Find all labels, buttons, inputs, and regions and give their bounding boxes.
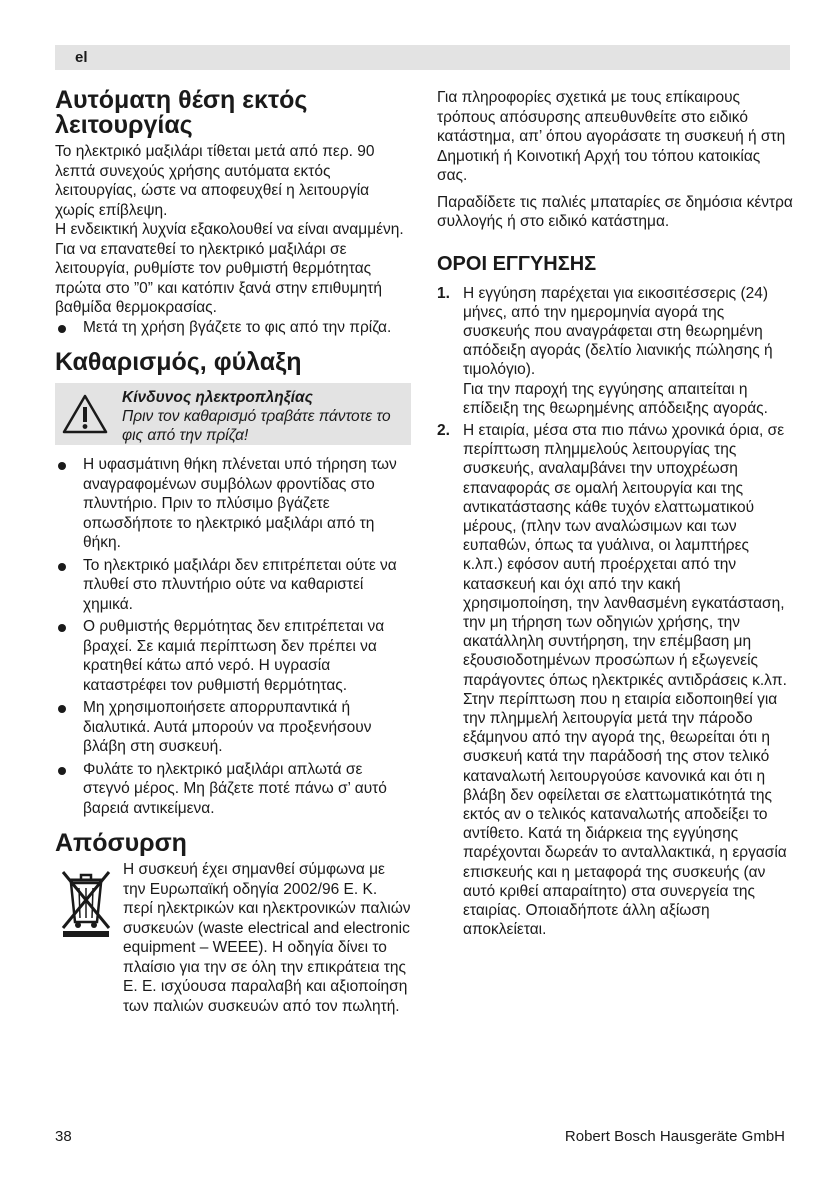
- item-text: Η εταιρία, μέσα στα πιο πάνω χρονικά όρια, σε περίπτωση πλημμελούς λειτουργίας της συσκευής, αναλαμβάνει την υποχρέωση επαναφοράς σε ομαλή λειτουργία και της αντικατάστασης κάθε τυχόν ελαττωματικού μέρους, (πλην των αναλώσιμων και των ευπαθών, όπως τα γυάλινα, οι λαμπτήρες κ.λπ.) εφόσον αυτή προέρχεται από την κατασκευή και όχι από την κακή χρησιμοποίηση, την λανθασμένη εγκατάσταση, την μη τήρηση των οδηγιών χρήσης, την ακατάλληλη συντήρηση, την επέμβαση μη εξουσιοδοτημένων προσώπων ή εξωγενείς παράγοντες όπως ηλεκτρικές αντιδράσεις κ.λπ. Στην περίπτωση που η εταιρία ειδοποιηθεί για την πλημμελή λειτουργία μετά την πάροδο εξάμηνου από την αγορά της, θεωρείται ότι η συσκευή κατά την παράδοσή της στον τελικό καταναλωτή λειτουργούσε κανονικά και ότι η βλάβη δεν οφείλεται σε ελαττωματικότητά της εκτός αν ο τελικός καταναλωτής αποδείξει το αντίθετο. Κατά τη διάρκεια της εγγύησης παρέχονται δωρεάν το ανταλλακτικά, η εργασία επισκευής και η μεταφορά της συσκευής (αν αυτό κριθεί απαραίτητο) στα συνεργεία της εταιρίας. Οποιαδήποτε άλλη αξίωση αποκλείεται.: [463, 421, 787, 939]
- footer-brand: Robert Bosch Hausgeräte GmbH: [564, 1128, 785, 1145]
- list-item: Φυλάτε το ηλεκτρικό μαξιλάρι απλωτά σε στεγνό μέρος. Μη βάζετε ποτέ πάνω σ’ αυτό βαρειά αντικείμενα.: [55, 760, 411, 819]
- auto-off-heading: Αυτόματη θέση εκτός λειτουργίας: [55, 86, 308, 139]
- auto-off-paragraph-1: Το ηλεκτρικό μαξιλάρι τίθεται μετά από περ. 90 λεπτά συνεχούς χρήσης αυτόματα εκτός λειτουργίας, ώστε να αποφευχθεί η λειτουργία χωρίς επίβλεψη.: [55, 143, 375, 219]
- disposal-continued-1: Για πληροφορίες σχετικά με τους επίκαιρους τρόπους απόσυρσης απευθυνθείτε στο ειδικό κατάστημα, απ’ όπου αγοράσατε τη συσκευή ή στη Δημοτική ή Κοινοτική Αρχή του τόπου κατοικίας σας.: [437, 89, 786, 184]
- disposal-block: [55, 860, 411, 1016]
- item-number: 2.: [437, 421, 450, 439]
- item-number: 1.: [437, 284, 450, 302]
- disposal-continued-2: Παραδίδετε τις παλιές μπαταρίες σε δημόσια κέντρα συλλογής ή στο ειδικό κατάστημα.: [437, 193, 793, 230]
- warning-text-block: [122, 388, 411, 445]
- list-item: Μετά τη χρήση βγάζετε το φις από την πρίζα.: [55, 318, 411, 338]
- language-code: el: [75, 49, 88, 66]
- auto-off-paragraph-2: Η ενδεικτική λυχνία εξακολουθεί να είναι αναμμένη. Για να επανατεθεί το ηλεκτρικό μαξιλάρι σε λειτουργία, ρυθμίστε τον ρυθμιστή θερμότητας πρώτα στο ”0” και κατόπιν ξανά στην επιθυμητή βαθμίδα θερμοκρασίας.: [55, 221, 404, 316]
- warning-title: Κίνδυνος ηλεκτροπληξίας: [122, 389, 313, 406]
- right-column: [437, 88, 793, 942]
- cleaning-bullets: [55, 455, 411, 818]
- language-bar: [55, 45, 790, 70]
- warning-box: [55, 383, 411, 445]
- warning-triangle-icon: [61, 393, 109, 435]
- list-item: Η υφασμάτινη θήκη πλένεται υπό τήρηση των αναγραφομένων συμβόλων φροντίδας στο πλυντήριο. Πριν το πλύσιμο βγάζετε οπωσδήποτε το ηλεκτρικό μαξιλάρι από τη θήκη.: [55, 455, 411, 553]
- list-item: Ο ρυθμιστής θερμότητας δεν επιτρέπεται να βραχεί. Σε καμιά περίπτωση δεν πρέπει να κρατηθεί κάτω από νερό. Η υγρασία καταστρέφει τον ρυθμιστή θερμότητας.: [55, 617, 411, 695]
- disposal-heading: Απόσυρση: [55, 829, 187, 857]
- disposal-text: Η συσκευή έχει σημανθεί σύμφωνα με την Ευρωπαϊκή οδηγία 2002/96 Ε. Κ. περί ηλεκτρικών και ηλεκτρονικών παλιών συσκευών (waste electrical and electronic equipment – WEEE). Η οδηγία δίνει το πλαίσιο για την σε όλη την επικράτεια της Ε. Ε. ισχύουσα παραλαβή και αξιοποίηση των παλιών συσκευών από τον πωλητή.: [123, 861, 411, 1015]
- left-column: [55, 88, 411, 1016]
- item-extra-text: Για την παροχή της εγγύησης απαιτείται η επίδειξη της θεωρημένης απόδειξης αγοράς.: [463, 380, 768, 417]
- list-item: [437, 284, 793, 418]
- list-item: [437, 421, 793, 939]
- list-item: Μη χρησιμοποιήσετε απορρυπαντικά ή διαλυτικά. Αυτά μπορούν να προξενήσουν βλάβη στη συσκευή.: [55, 698, 411, 757]
- warranty-heading: ΟΡΟΙ ΕΓΓΥΗΣΗΣ: [437, 252, 597, 275]
- auto-off-bullets: [55, 318, 411, 338]
- item-text: Η εγγύηση παρέχεται για εικοσιτέσσερις (24) μήνες, από την ημερομηνία αγορά της συσκευής που αναγράφεται στη θεωρημένη απόδειξη αγοράς (δελτίο λιανικής πώλησης ή τιμολόγιο).: [463, 284, 773, 379]
- cleaning-heading: Καθαρισμός, φύλαξη: [55, 348, 302, 376]
- warning-text: Πριν τον καθαρισμό τραβάτε πάντοτε το φις από την πρίζα!: [122, 408, 391, 444]
- warranty-list: [437, 284, 793, 940]
- weee-crossed-bin-icon: [57, 866, 115, 938]
- page-number: 38: [55, 1128, 72, 1145]
- list-item: Το ηλεκτρικό μαξιλάρι δεν επιτρέπεται ούτε να πλυθεί στο πλυντήριο ούτε να καθαριστεί χημικά.: [55, 556, 411, 615]
